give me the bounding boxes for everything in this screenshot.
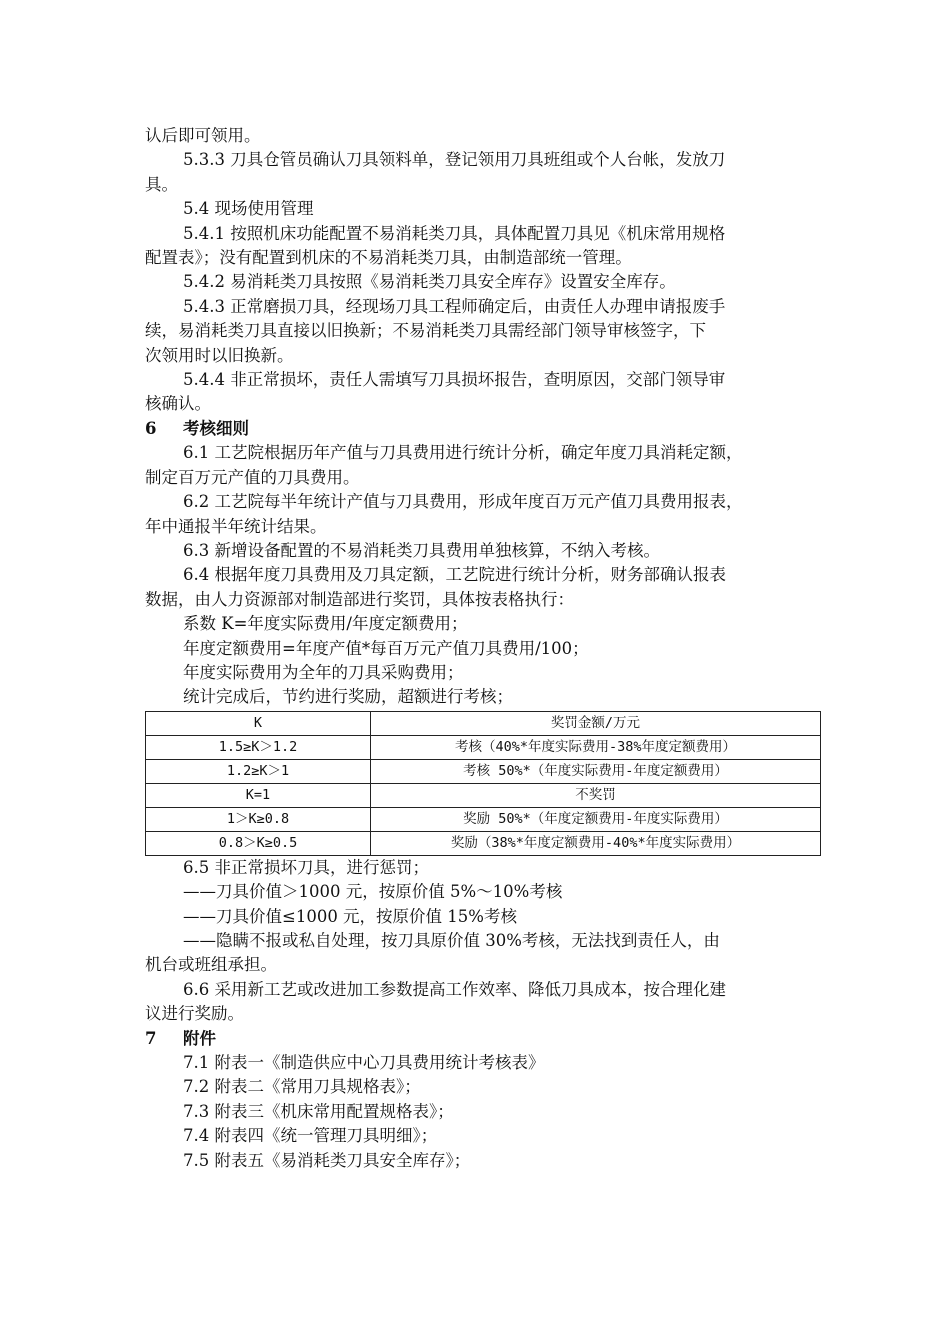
- paragraph-line: 具。: [145, 174, 178, 194]
- paragraph-line: 5.4.2 易消耗类刀具按照《易消耗类刀具安全库存》设置安全库存。: [183, 272, 676, 292]
- paragraph-line: 5.4.3 正常磨损刀具，经现场刀具工程师确定后，由责任人办理申请报废手: [183, 296, 726, 316]
- table-cell: 1.2≥K＞1: [146, 759, 371, 783]
- paragraph-line: 5.4.4 非正常损坏，责任人需填写刀具损坏报告，查明原因，交部门领导审: [183, 370, 726, 390]
- paragraph-line: 6.2 工艺院每半年统计产值与刀具费用，形成年度百万元产值刀具费用报表，: [183, 492, 743, 512]
- document-page: [145, 124, 825, 1173]
- table-cell: 不奖罚: [371, 783, 821, 807]
- paragraph-line: 续，易消耗类刀具直接以旧换新；不易消耗类刀具需经部门领导审核签字，下: [145, 321, 706, 341]
- paragraph-line: 核确认。: [145, 394, 211, 414]
- paragraph-line: 6.5 非正常损坏刀具，进行惩罚；: [183, 857, 429, 877]
- table-row: [146, 831, 821, 855]
- table-row: [146, 807, 821, 831]
- paragraph-line: 5.3.3 刀具仓管员确认刀具领料单，登记领用刀具班组或个人台帐，发放刀: [183, 150, 726, 170]
- attachment-item: 7.3 附表三《机床常用配置规格表》；: [183, 1101, 454, 1121]
- attachment-item: 7.5 附表五《易消耗类刀具安全库存》；: [183, 1150, 471, 1170]
- paragraph-line: ——隐瞒不报或私自处理，按刀具原价值 30%考核，无法找到责任人，由: [183, 930, 720, 950]
- table-header-row: [146, 711, 821, 735]
- table-cell: 1.5≥K＞1.2: [146, 735, 371, 759]
- section-title: 考核细则: [183, 418, 249, 438]
- paragraph-line: 6.3 新增设备配置的不易消耗类刀具费用单独核算，不纳入考核。: [183, 540, 660, 560]
- paragraph-line: 配置表》；没有配置到机床的不易消耗类刀具，由制造部统一管理。: [145, 248, 632, 268]
- table-cell: K=1: [146, 783, 371, 807]
- paragraph-line: ——刀具价值≤1000 元，按原价值 15%考核: [183, 906, 517, 926]
- subsection-heading: 5.4 现场使用管理: [183, 199, 314, 219]
- table-row: [146, 735, 821, 759]
- attachment-item: 7.4 附表四《统一管理刀具明细》；: [183, 1126, 438, 1146]
- paragraph-line: 机台或班组承担。: [145, 955, 277, 975]
- paragraph-line: 议进行奖励。: [145, 1004, 244, 1024]
- table-header-cell: K: [146, 711, 371, 735]
- paragraph-line: 6.6 采用新工艺或改进加工参数提高工作效率、降低刀具成本，按合理化建: [183, 979, 726, 999]
- table-cell: 考核（40%*年度实际费用-38%年度定额费用）: [371, 735, 821, 759]
- section-title: 附件: [183, 1028, 216, 1048]
- paragraph-line: ——刀具价值＞1000 元，按原价值 5%～10%考核: [183, 882, 563, 902]
- section-number: 6: [145, 418, 157, 438]
- paragraph-line: 数据，由人力资源部对制造部进行奖罚，具体按表格执行：: [145, 589, 574, 609]
- paragraph-line: 6.1 工艺院根据历年产值与刀具费用进行统计分析，确定年度刀具消耗定额，: [183, 443, 743, 463]
- table-row: [146, 759, 821, 783]
- attachment-item: 7.1 附表一《制造供应中心刀具费用统计考核表》: [183, 1053, 545, 1072]
- paragraph-line: 年中通报半年统计结果。: [145, 516, 327, 536]
- reward-penalty-table: [145, 711, 821, 856]
- table-cell: 0.8＞K≥0.5: [146, 831, 371, 855]
- paragraph-line: 5.4.1 按照机床功能配置不易消耗类刀具，具体配置刀具见《机床常用规格: [183, 223, 726, 243]
- section-7-heading: [145, 1027, 825, 1051]
- table-header-cell: 奖罚金额/万元: [371, 711, 821, 735]
- formula-line: 年度实际费用为全年的刀具采购费用；: [183, 662, 464, 682]
- paragraph-line: 制定百万元产值的刀具费用。: [145, 467, 360, 487]
- section-number: 7: [145, 1028, 157, 1048]
- table-cell: 奖励 50%*（年度定额费用-年度实际费用）: [371, 807, 821, 831]
- table-cell: 考核 50%*（年度实际费用-年度定额费用）: [371, 759, 821, 783]
- formula-line: 统计完成后，节约进行奖励，超额进行考核；: [183, 687, 513, 707]
- table-cell: 奖励（38%*年度定额费用-40%*年度实际费用）: [371, 831, 821, 855]
- formula-line: 系数 K=年度实际费用/年度定额费用；: [183, 614, 468, 634]
- paragraph-line: 次领用时以旧换新。: [145, 345, 294, 365]
- attachment-item: 7.2 附表二《常用刀具规格表》；: [183, 1077, 421, 1097]
- paragraph-line: 6.4 根据年度刀具费用及刀具定额，工艺院进行统计分析，财务部确认报表: [183, 565, 726, 585]
- table-cell: 1＞K≥0.8: [146, 807, 371, 831]
- formula-line: 年度定额费用=年度产值*每百万元产值刀具费用/100；: [183, 638, 589, 658]
- table-row: [146, 783, 821, 807]
- paragraph-line: 认后即可领用。: [145, 126, 261, 145]
- section-6-heading: [145, 417, 825, 441]
